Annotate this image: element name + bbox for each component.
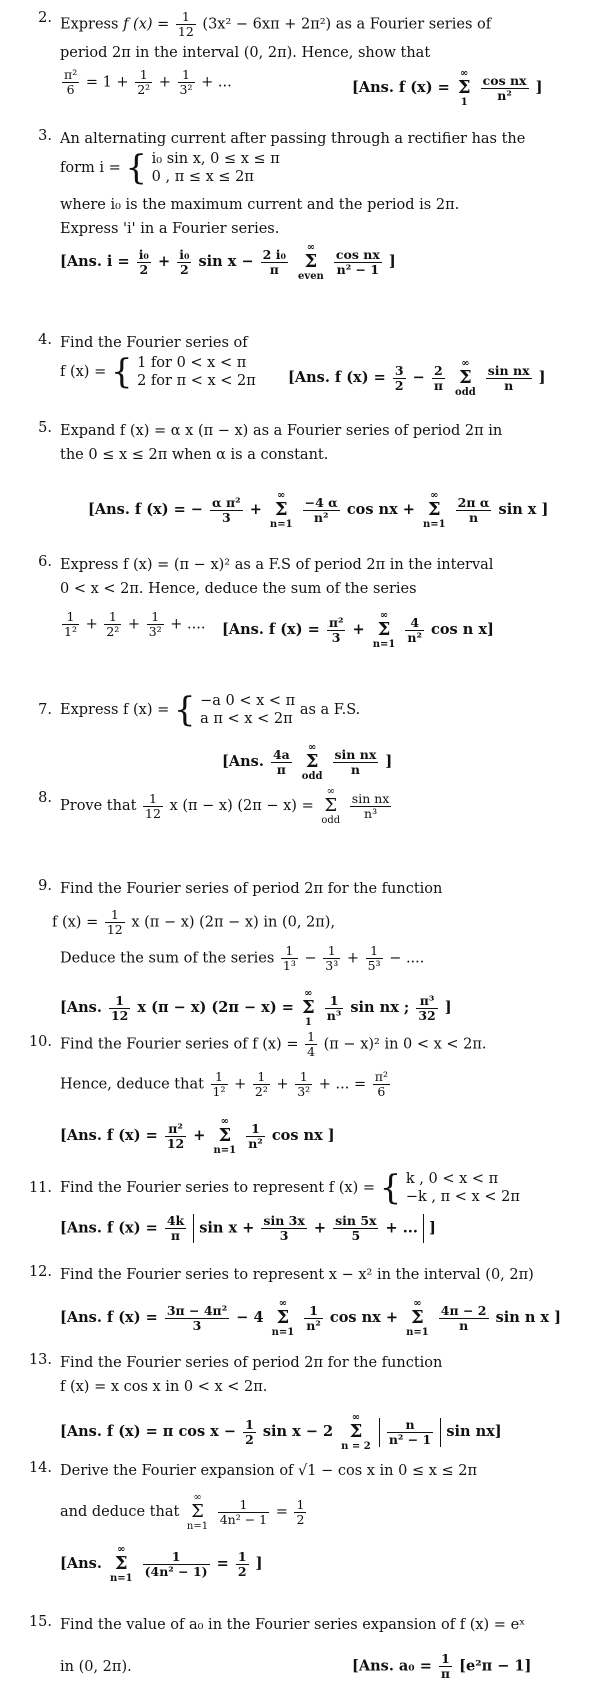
sigma-symbol: ∞ Σ n=1 (186, 1492, 209, 1532)
sigma-symbol: ∞ Σ n=1 (109, 1544, 133, 1584)
problem-text: the 0 ≤ x ≤ 2π when α is a constant. (60, 447, 329, 463)
problem-number: 4. (38, 332, 52, 348)
sigma-symbol: ∞ Σ n=1 (422, 490, 446, 530)
fraction: $\frac{1}{12}$ (177, 9, 194, 39)
problem-text: Find the Fourier series of period 2π for the function (60, 881, 443, 897)
sigma-symbol: ∞ Σ 1 (301, 988, 315, 1028)
problem-text: Deduce the sum of the series $\frac{1}{\text{1³}}$ − $\frac{1}{\text{3³}}$ + $\frac{1}{\text{5³}}$ − .... (60, 943, 425, 973)
answer: [Ans. f (x) = $\frac{\text{π²}}{12}$ + ∞ Σ n=1 $\frac{1}{\text{n²}}$ cos nx ] (60, 1116, 335, 1156)
answer: [Ans. ∞ Σ n=1 $\frac{1}{\text{(4n² − 1)}}$ = $\frac{1}{2}$ ] (60, 1544, 263, 1584)
problem-text: Express f (x) = $\frac{1}{12}$ (3x² − 6xπ + 2π²) as a Fourier series of (60, 9, 492, 39)
answer: [Ans. f (x) = − $\frac{\text{α π²}}{3}$ + ∞ Σ n=1 $\frac{-4 \alpha}{\text{n²}}$ cos nx + ∞ Σ n=1 $\frac{\text{2π α}}{n}$ sin x ] (88, 490, 549, 530)
answer: [Ans. f (x) = π cos x − $\frac{1}{2}$ sin x − 2 ∞ Σ n = 2 $\frac{n}{\text{n² − 1}}$ sin nx] (60, 1412, 502, 1452)
problem-text: Express 'i' in a Fourier series. (60, 221, 280, 237)
problem-number: 12. (28, 1264, 52, 1280)
problem-number: 8. (38, 790, 52, 806)
problem-text: where i₀ is the maximum current and the period is 2π. (60, 197, 460, 213)
sigma-symbol: ∞ Σ 1 (457, 68, 471, 108)
problem-number: 2. (38, 10, 52, 26)
problem-text: f (x) = x cos x in 0 < x < 2π. (60, 1379, 268, 1395)
problem-text: Expand f (x) = α x (π − x) as a Fourier series of period 2π in (60, 423, 503, 439)
problem-text: f (x) = { 1 for 0 < x < π 2 for π < x < 2π (60, 352, 256, 392)
problem-text: $\frac{1}{\text{1²}}$ + $\frac{1}{\text{2²}}$ + $\frac{1}{\text{3²}}$ + .... (64, 609, 206, 639)
problem-number: 3. (38, 128, 52, 144)
problem-number: 15. (28, 1614, 52, 1630)
problem-number: 7. (38, 702, 52, 718)
problem-number: 14. (28, 1460, 52, 1476)
sigma-symbol: ∞ Σ n=1 (406, 1298, 429, 1338)
problem-text: Find the Fourier series of period 2π for the function (60, 1355, 443, 1371)
problem-text: Find the Fourier series of (60, 335, 248, 351)
sigma-symbol: ∞ Σ odd (301, 742, 323, 782)
sigma-symbol: ∞ Σ n=1 (213, 1116, 237, 1156)
problem-text: Prove that $\frac{1}{12}$ x (π − x) (2π − x) = ∞ Σ odd $\frac{\text{sin nx}}{\text{n³}}$ (60, 786, 390, 826)
problem-text: Express f (x) = (π − x)² as a F.S of period 2π in the interval (60, 557, 494, 573)
answer: [Ans. f (x) = ∞ Σ 1 $\frac{\text{cos nx}}{\text{n²}}$ ] (352, 68, 543, 108)
problem-text: Derive the Fourier expansion of √1 − cos x in 0 ≤ x ≤ 2π (60, 1463, 478, 1479)
answer: [Ans. i = $\frac{\text{i₀}}{2}$ + $\frac{\text{i₀}}{2}$ sin x − $\frac{\text{2 i₀}}{\pi}$ ∞ Σ even $\frac{\text{cos nx}}{\text{n² − 1}}$ ] (60, 242, 396, 282)
problem-text: in (0, 2π). (60, 1659, 132, 1675)
problem-number: 9. (38, 878, 52, 894)
problem-text: An alternating current after passing through a rectifier has the (60, 131, 526, 147)
problem-number: 11. (28, 1180, 52, 1196)
answer: [Ans. f (x) = $\frac{\text{3π − 4π²}}{3}$ − 4 ∞ Σ n=1 $\frac{1}{\text{n²}}$ cos nx + ∞ Σ n=1 $\frac{4\pi - 2}{n}$ sin n x ] (60, 1298, 561, 1338)
problem-text: Hence, deduce that $\frac{1}{\text{1²}}$ + $\frac{1}{\text{2²}}$ + $\frac{1}{\text{3²}}$ + ... = $\frac{\text{π²}}{6}$ (60, 1069, 388, 1099)
sigma-symbol: ∞ Σ n = 2 (341, 1412, 371, 1452)
problem-text: Find the value of a₀ in the Fourier series expansion of f (x) = eˣ (60, 1617, 526, 1633)
problem-text: f (x) = $\frac{1}{12}$ x (π − x) (2π − x) in (0, 2π), (52, 907, 336, 937)
problem-number: 5. (38, 420, 52, 436)
problem-text: 0 < x < 2π. Hence, deduce the sum of the series (60, 581, 417, 597)
problem-number: 10. (28, 1034, 52, 1050)
sigma-symbol: ∞ Σ n=1 (271, 1298, 295, 1338)
sigma-symbol: ∞ Σ n=1 (269, 490, 293, 530)
answer: [Ans. a₀ = $\frac{1}{\pi}$ [e²π − 1] (352, 1651, 532, 1681)
sigma-symbol: ∞ Σ odd (321, 786, 341, 826)
problem-number: 6. (38, 554, 52, 570)
problem-text: period 2π in the interval (0, 2π). Hence, show that (60, 45, 431, 61)
sigma-symbol: ∞ Σ odd (455, 358, 476, 398)
problem-text: Express f (x) = { −a 0 < x < π a π < x < 2π as a F.S. (60, 690, 361, 730)
answer: [Ans. $\frac{1}{12}$ x (π − x) (2π − x) = ∞ Σ 1 $\frac{1}{\text{n³}}$ sin nx ; $\frac{\text{π³}}{32}$ ] (60, 988, 452, 1028)
answer: [Ans. f (x) = $\frac{4k}{\pi}$ sin x + $\frac{\sin 3x}{3}$ + $\frac{\sin 5x}{5}$ + ... ] (60, 1213, 436, 1243)
answer: [Ans. f (x) = $\frac{\text{π²}}{3}$ + ∞ Σ n=1 $\frac{4}{\text{n²}}$ cos n x] (222, 610, 494, 650)
problem-text: Find the Fourier series to represent x − x² in the interval (0, 2π) (60, 1267, 534, 1283)
problem-text: Find the Fourier series of f (x) = $\frac{1}{4}$ (π − x)² in 0 < x < 2π. (60, 1029, 487, 1059)
problem-text: and deduce that ∞ Σ n=1 $\frac{1}{\text{4n² − 1}}$ = $\frac{1}{2}$ (60, 1492, 305, 1532)
answer: [Ans. f (x) = $\frac{3}{2}$ − $\frac{2}{\pi}$ ∞ Σ odd $\frac{\text{sin nx}}{n}$ ] (288, 358, 546, 398)
answer: [Ans. $\frac{4a}{\pi}$ ∞ Σ odd $\frac{\text{sin nx}}{n}$ ] (222, 742, 393, 782)
problem-text: Find the Fourier series to represent f (x) = { k , 0 < x < π −k , π < x < 2π (60, 1168, 520, 1208)
sigma-symbol: ∞ Σ even (298, 242, 324, 282)
problem-text: form i = { i₀ sin x, 0 ≤ x ≤ π 0 , π ≤ x ≤ 2π (60, 148, 280, 188)
sigma-symbol: ∞ Σ n=1 (372, 610, 396, 650)
problem-number: 13. (28, 1352, 52, 1368)
problem-text: $\frac{\text{π²}}{6}$ = 1 + $\frac{1}{\text{2²}}$ + $\frac{1}{\text{3²}}$ + ... (64, 67, 232, 97)
